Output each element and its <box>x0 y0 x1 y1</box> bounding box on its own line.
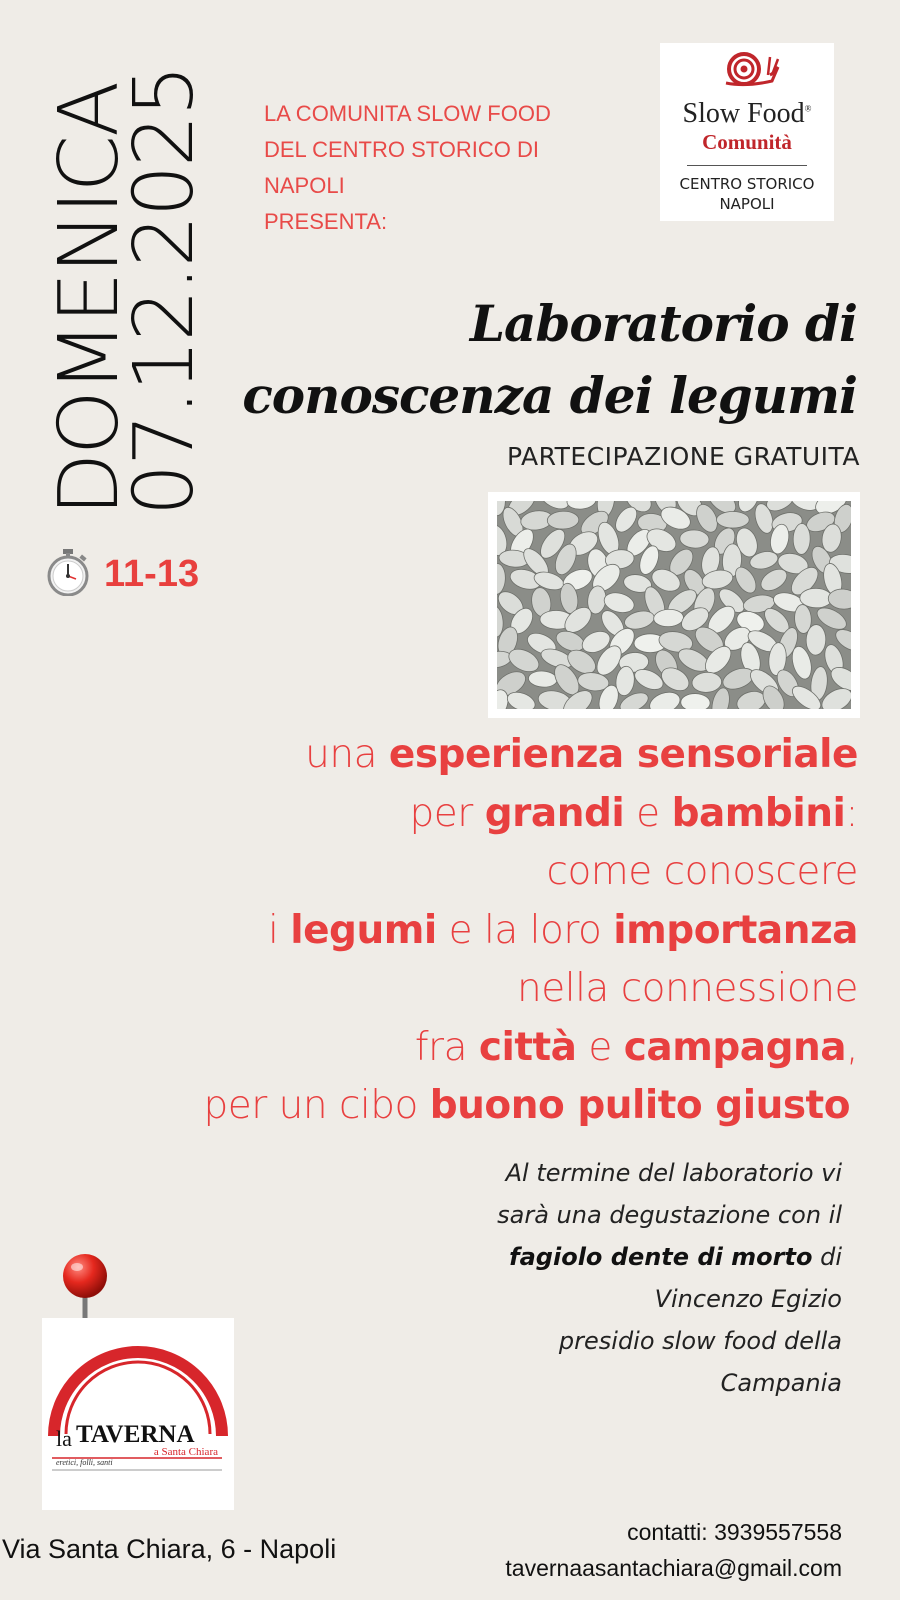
event-title-line1: Laboratorio di <box>469 294 857 353</box>
sensory-text: e <box>576 1024 624 1070</box>
presenter-text <box>264 96 624 240</box>
tasting-line <box>422 1236 842 1278</box>
sensory-text: e <box>624 790 672 836</box>
presenter-line: NAPOLI <box>264 173 345 198</box>
tasting-line: Campania <box>720 1369 842 1397</box>
bean <box>793 523 811 554</box>
registered-mark: ® <box>804 103 812 114</box>
stopwatch-icon <box>46 548 90 601</box>
contact-phone: contatti: 3939557558 <box>627 1519 842 1545</box>
tasting-note <box>422 1152 842 1404</box>
sensory-line <box>158 902 858 961</box>
time-row <box>46 548 199 601</box>
taverna-logo <box>42 1318 234 1510</box>
sensory-text: , <box>846 1024 858 1070</box>
slow-food-logo <box>660 43 834 221</box>
event-day: DOMENICA <box>42 82 137 516</box>
contact-email[interactable]: tavernaasantachiara@gmail.com <box>505 1555 842 1581</box>
sensory-text: una <box>305 732 389 777</box>
event-date-value: 07.12.2025 <box>117 66 213 516</box>
sensory-emphasis: legumi <box>290 907 437 953</box>
sensory-emphasis: città <box>478 1024 577 1070</box>
tasting-line: Vincenzo Egizio <box>654 1285 842 1313</box>
tasting-line: sarà una degustazione con il <box>497 1201 842 1229</box>
sensory-text: per un cibo <box>203 1083 430 1128</box>
venue-address: Via Santa Chiara, 6 - Napoli <box>2 1534 337 1564</box>
sensory-emphasis: esperienza sensoriale <box>388 732 858 777</box>
sensory-line <box>158 1077 850 1136</box>
tasting-line: Al termine del laboratorio vi <box>505 1159 842 1187</box>
sensory-emphasis: grandi <box>484 790 625 836</box>
sensory-text: fra <box>414 1024 479 1070</box>
taverna-logo-la: la <box>56 1426 72 1451</box>
sensory-line <box>158 785 858 844</box>
event-time: 11-13 <box>104 553 200 595</box>
sensory-text: per <box>409 790 485 836</box>
bean <box>716 512 749 529</box>
participation-label: PARTECIPAZIONE GRATUITA <box>507 442 860 471</box>
logo-location-line1: CENTRO STORICO <box>679 175 815 193</box>
presenter-line: DEL CENTRO STORICO DI <box>264 137 540 162</box>
presenter-line: PRESENTA: <box>264 209 388 234</box>
sensory-line: nella connessione <box>517 966 858 1011</box>
sensory-description <box>158 726 858 1136</box>
event-date <box>42 66 213 516</box>
tasting-line: presidio slow food della <box>558 1327 842 1355</box>
sensory-emphasis: importanza <box>613 907 858 953</box>
presenter-line: LA COMUNITA SLOW FOOD <box>264 101 551 126</box>
sensory-emphasis: buono pulito giusto <box>429 1083 850 1128</box>
taverna-logo-sub: a Santa Chiara <box>153 1446 218 1458</box>
event-title-line2: conoscenza dei legumi <box>242 366 857 425</box>
sensory-emphasis: campagna <box>623 1024 847 1070</box>
logo-location-line2: NAPOLI <box>719 195 775 213</box>
sensory-line <box>158 726 858 785</box>
sensory-text: e la loro <box>436 907 614 953</box>
sensory-emphasis: bambini <box>671 790 846 836</box>
bean-name: fagiolo dente di morto <box>509 1243 813 1271</box>
slow-food-brand: Slow Food <box>682 98 805 129</box>
sensory-text: i <box>267 907 291 953</box>
taverna-logo-name: TAVERNA <box>76 1421 195 1448</box>
sensory-text: : <box>845 790 858 836</box>
taverna-logo-tagline: eretici, folli, santi <box>56 1458 113 1467</box>
event-title <box>217 288 857 432</box>
contact-info <box>505 1514 842 1586</box>
logo-divider <box>687 165 807 166</box>
sensory-line <box>158 1019 858 1078</box>
tasting-text: di <box>812 1243 842 1271</box>
beans-photo <box>488 492 860 718</box>
snail-icon <box>660 47 834 96</box>
sensory-line: come conoscere <box>546 849 858 894</box>
slow-food-comunita: Comunità <box>702 130 792 154</box>
